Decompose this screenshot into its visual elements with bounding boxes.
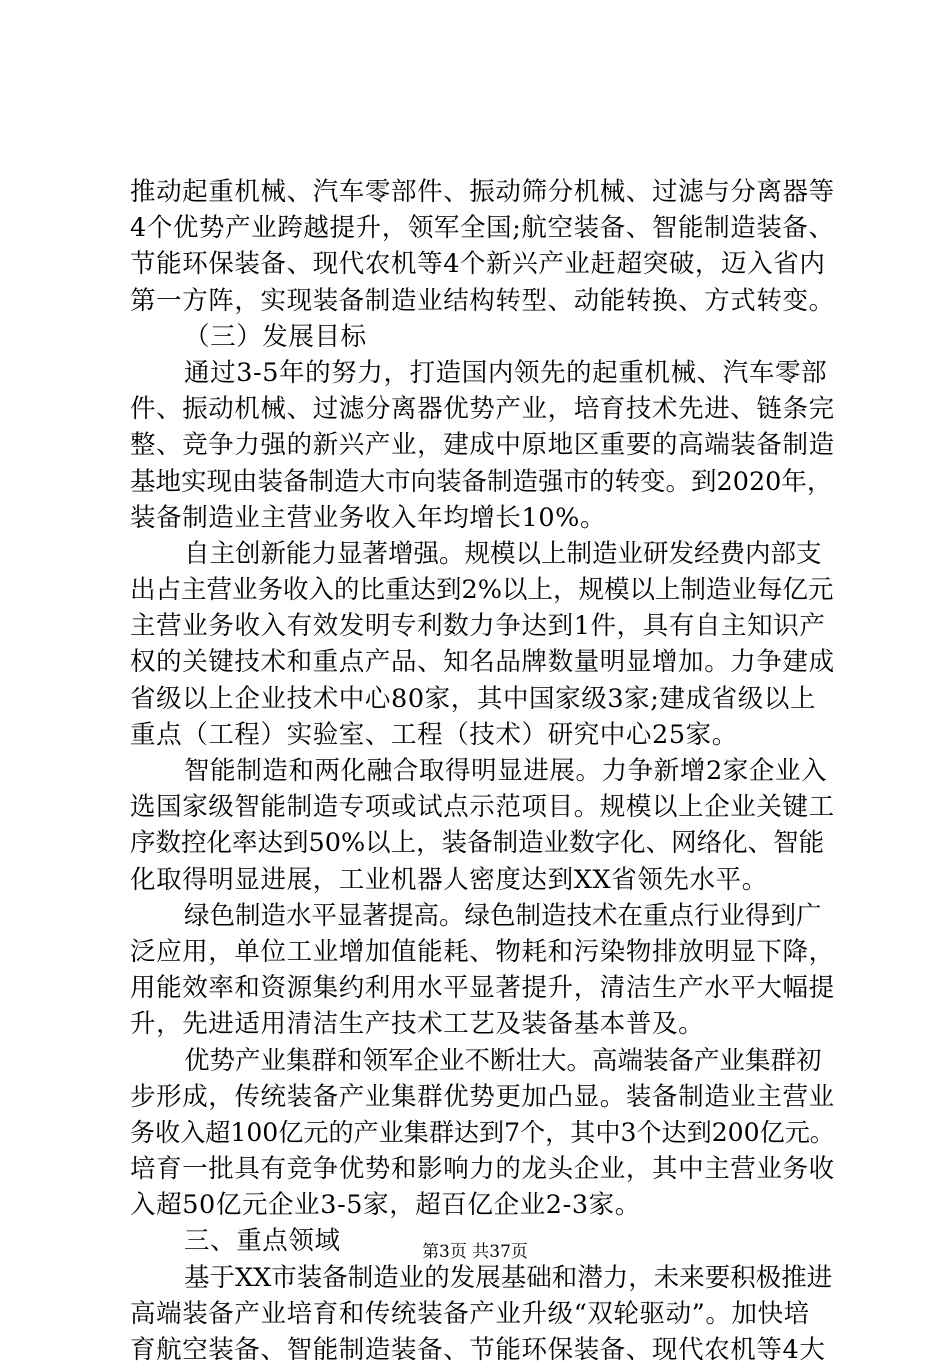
text-line: 4个优势产业跨越提升，领军全国;航空装备、智能制造装备、 (130, 213, 835, 244)
text-line: 用能效率和资源集约利用水平显著提升，清洁生产水平大幅提 (130, 973, 835, 1004)
text-line: 升，先进适用清洁生产技术工艺及装备基本普及。 (130, 1009, 705, 1040)
text-line: 件、振动机械、过滤分离器优势产业，培育技术先进、链条完 (130, 394, 835, 425)
text-line: 推动起重机械、汽车零部件、振动筛分机械、过滤与分离器等 (130, 177, 835, 207)
text-line: 序数控化率达到50%以上，装备制造业数字化、网络化、智能 (130, 828, 825, 859)
text-line: 入超50亿元企业3-5家，超百亿企业2-3家。 (130, 1190, 641, 1221)
text-line: 出占主营业务收入的比重达到2%以上，规模以上制造业每亿元 (130, 575, 834, 606)
text-line: 绿色制造水平显著提高。绿色制造技术在重点行业得到广 (184, 900, 822, 931)
text-line: 选国家级智能制造专项或试点示范项目。规模以上企业关键工 (130, 792, 835, 823)
text-line: 省级以上企业技术中心80家，其中国家级3家;建成省级以上 (130, 683, 817, 714)
text-line: 权的关键技术和重点产品、知名品牌数量明显增加。力争建成 (130, 647, 835, 678)
text-line: 重点（工程）实验室、工程（技术）研究中心25家。 (130, 719, 738, 750)
text-line: 基地实现由装备制造大市向装备制造强市的转变。到2020年， (130, 466, 833, 497)
body-text (130, 174, 835, 1368)
text-line: 基于XX市装备制造业的发展基础和潜力，未来要积极推进 (184, 1262, 833, 1293)
text-line: 育航空装备、智能制造装备、节能环保装备、现代农机等4大 (130, 1335, 826, 1365)
text-line: （三）发展目标 (184, 321, 367, 352)
text-line: 自主创新能力显著增强。规模以上制造业研发经费内部支 (184, 538, 822, 569)
page-footer: 第3页 共37页 (422, 1242, 528, 1262)
text-line: 装备制造业主营业务收入年均增长10%。 (130, 502, 607, 533)
text-line: 培育一批具有竞争优势和影响力的龙头企业，其中主营业务收 (130, 1154, 835, 1185)
text-line: 务收入超100亿元的产业集群达到7个，其中3个达到200亿元。 (130, 1117, 835, 1147)
text-line: 高端装备产业培育和传统装备产业升级“双轮驱动”。加快培 (130, 1298, 810, 1329)
text-line: 第一方阵，实现装备制造业结构转型、动能转换、方式转变。 (130, 285, 835, 316)
text-line: 智能制造和两化融合取得明显进展。力争新增2家企业入 (184, 756, 828, 786)
text-line: 节能环保装备、现代农机等4个新兴产业赶超突破，迈入省内 (130, 249, 826, 280)
text-line: 化取得明显进展，工业机器人密度达到XX省领先水平。 (130, 864, 768, 895)
text-line: 优势产业集群和领军企业不断壮大。高端装备产业集群初 (184, 1045, 822, 1076)
text-line: 泛应用，单位工业增加值能耗、物耗和污染物排放明显下降， (130, 936, 835, 967)
text-line: 三、重点领域 (184, 1226, 341, 1257)
text-line: 主营业务收入有效发明专利数力争达到1件，具有自主知识产 (130, 611, 826, 642)
text-line: 步形成，传统装备产业集群优势更加凸显。装备制造业主营业 (130, 1081, 835, 1112)
text-line: 整、竞争力强的新兴产业，建成中原地区重要的高端装备制造 (130, 430, 835, 461)
text-line: 通过3-5年的努力，打造国内领先的起重机械、汽车零部 (184, 357, 828, 388)
